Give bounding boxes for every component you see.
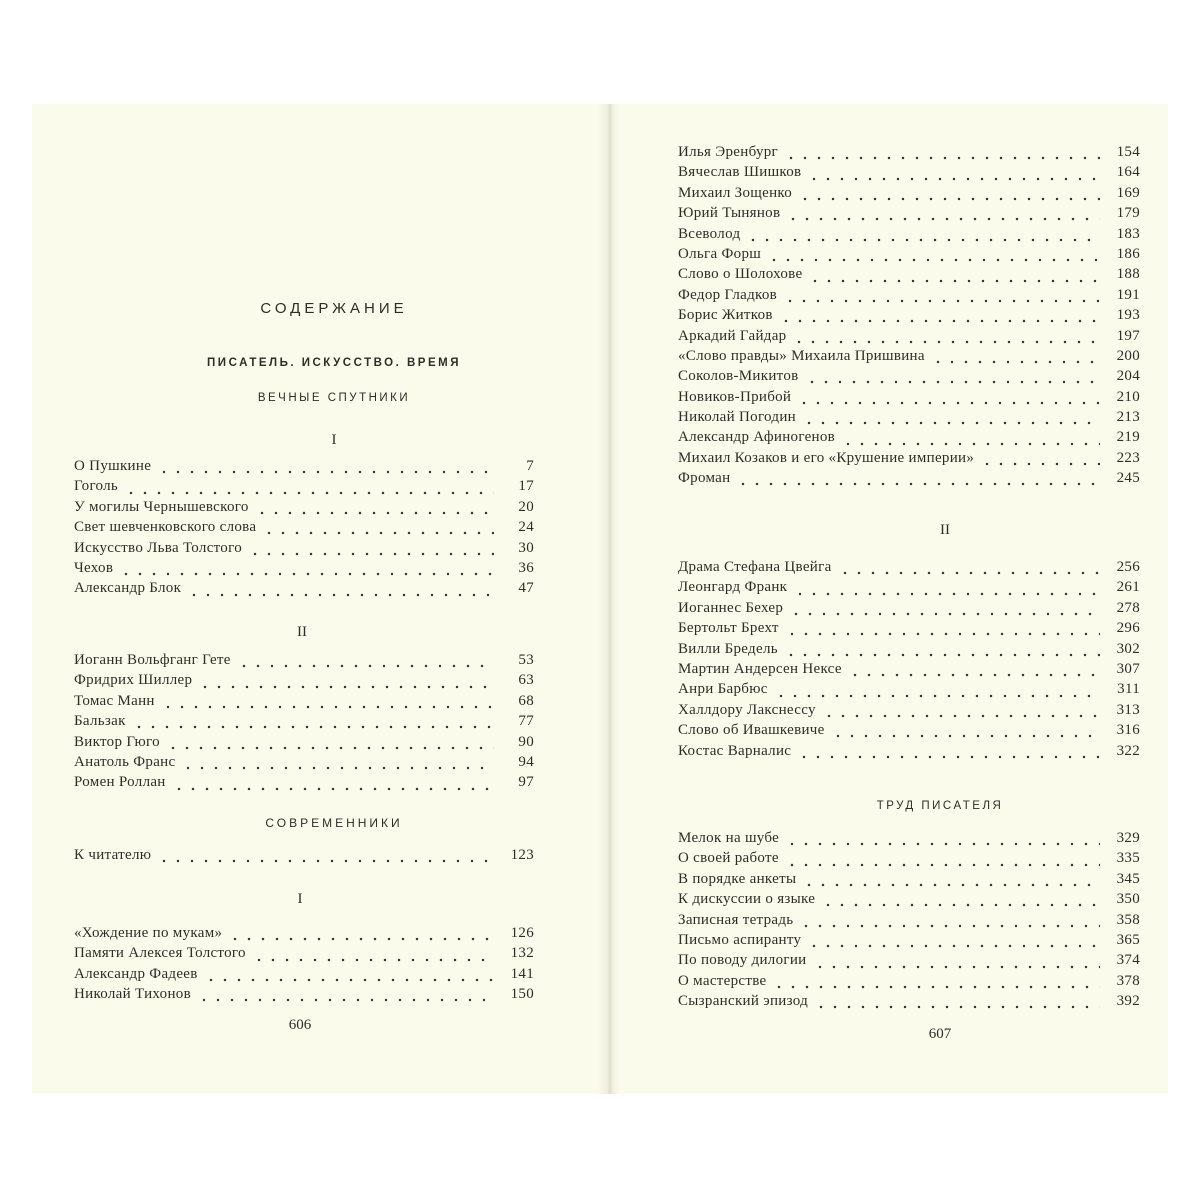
section-title-sovremenniki: СОВРЕМЕННИКИ [265, 816, 403, 830]
dot-leader [784, 153, 1100, 161]
toc-entry [678, 470, 1140, 490]
toc-entry-page: 150 [510, 986, 534, 1003]
toc-entry [74, 519, 534, 539]
toc-entry-page: 193 [1116, 307, 1140, 324]
toc-entry-page: 307 [1116, 660, 1140, 677]
toc-entry-page: 261 [1116, 579, 1140, 596]
toc-entry [678, 579, 1140, 599]
toc-entry-title: Мелок на шубе [678, 830, 780, 846]
toc-entry [74, 580, 534, 600]
page-number: 607 [928, 1026, 952, 1042]
toc-entry [678, 328, 1140, 348]
toc-entry-title: Юрий Тынянов [678, 205, 781, 222]
toc-entry-title: «Слово правды» Михаила Пришвина [678, 347, 925, 364]
toc-entry [678, 266, 1140, 286]
toc-entry-page: 36 [518, 559, 534, 576]
dot-leader [187, 590, 494, 598]
toc-entry-title: О Пушкине [74, 458, 152, 474]
toc-entry-page: 350 [1116, 891, 1140, 908]
toc-entry [678, 641, 1140, 661]
dot-leader [814, 1002, 1100, 1010]
dot-leader [797, 752, 1100, 760]
right-page [620, 104, 1168, 1094]
toc-entry-page: 278 [1116, 599, 1140, 616]
toc-entry-title: Анатоль Франс [74, 753, 176, 770]
dot-leader [252, 955, 494, 963]
dot-leader [736, 479, 1100, 487]
dot-leader [841, 439, 1100, 447]
toc-entry-page: 68 [518, 692, 534, 709]
toc-entry-page: 335 [1116, 850, 1140, 867]
dot-leader [786, 214, 1100, 222]
dot-leader [248, 549, 494, 557]
toc-entry-title: Фридрих Шиллер [74, 672, 193, 689]
dot-leader [798, 194, 1100, 202]
dot-leader [779, 316, 1100, 324]
contents-title: СОДЕРЖАНИЕ [260, 300, 408, 317]
toc-entry-title: Костас Варналис [678, 742, 792, 759]
toc-entry-page: 24 [518, 519, 534, 536]
dot-leader [228, 934, 494, 942]
toc-entry-title: Слово об Ивашкевиче [678, 722, 825, 739]
toc-entry-title: Александр Блок [74, 580, 182, 597]
toc-entry-title: Томас Манн [74, 692, 155, 709]
dot-leader [822, 711, 1100, 719]
toc-entry [74, 478, 534, 498]
toc-entry-page: 316 [1116, 722, 1140, 739]
toc-entry-title: Николай Тихонов [74, 986, 191, 1003]
toc-entry [74, 847, 534, 867]
dot-leader [785, 629, 1100, 637]
toc-entry-title: Новиков-Прибой [678, 388, 792, 405]
toc-entry [678, 226, 1140, 246]
dot-leader [157, 467, 494, 475]
toc-group [678, 559, 1140, 763]
toc-entry-title: К дискуссии о языке [678, 891, 816, 908]
dot-leader [799, 921, 1100, 929]
section-numeral: II [297, 624, 307, 640]
toc-entry-page: 329 [1116, 830, 1140, 846]
toc-entry [678, 871, 1140, 891]
dot-leader [204, 975, 494, 983]
toc-entry-title: Анри Барбюс [678, 681, 768, 698]
dot-leader [793, 589, 1100, 597]
toc-entry [74, 945, 534, 965]
toc-entry-title: Виктор Гюго [74, 733, 160, 750]
toc-entry-title: Вячеслав Шишков [678, 164, 802, 181]
dot-leader [789, 609, 1100, 617]
dot-leader [767, 255, 1100, 263]
page-number: 606 [288, 1017, 312, 1033]
dot-leader [172, 784, 494, 792]
toc-entry-title: Александр Фадеев [74, 965, 198, 982]
toc-entry-page: 358 [1116, 911, 1140, 928]
toc-group [74, 458, 534, 601]
dot-leader [157, 856, 494, 864]
toc-group [678, 830, 1140, 1014]
toc-entry-title: Фроман [678, 470, 731, 487]
dot-leader [124, 488, 494, 496]
toc-entry [74, 672, 534, 692]
toc-entry [678, 144, 1140, 164]
toc-entry [74, 966, 534, 986]
toc-entry-page: 296 [1116, 620, 1140, 637]
toc-entry-page: 345 [1116, 870, 1140, 887]
toc-entry [74, 693, 534, 713]
part-title: ПИСАТЕЛЬ. ИСКУССТВО. ВРЕМЯ [207, 357, 461, 369]
dot-leader [792, 337, 1100, 345]
toc-entry-title: Илья Эренбург [678, 144, 779, 160]
toc-entry [678, 620, 1140, 640]
toc-entry [74, 986, 534, 1006]
dot-leader [931, 357, 1100, 365]
toc-entry-page: 223 [1116, 449, 1140, 466]
dot-leader [166, 743, 494, 751]
section-numeral: I [331, 432, 337, 448]
toc-entry-page: 213 [1116, 409, 1140, 426]
toc-entry-title: Сызранский эпизод [678, 993, 809, 1010]
toc-entry [678, 368, 1140, 388]
section-numeral: I [297, 891, 303, 907]
dot-leader [838, 568, 1100, 576]
toc-group [74, 652, 534, 795]
dot-leader [772, 982, 1100, 990]
toc-entry [74, 774, 534, 794]
toc-entry-title: В порядке анкеты [678, 870, 797, 887]
toc-entry-page: 374 [1116, 952, 1140, 969]
toc-entry-title: Аркадий Гайдар [678, 327, 787, 344]
toc-entry-title: Слово о Шолохове [678, 266, 803, 283]
dot-leader [237, 661, 494, 669]
toc-entry [74, 458, 534, 478]
toc-entry-title: Драма Стефана Цвейга [678, 559, 832, 575]
toc-entry-page: 188 [1116, 266, 1140, 283]
toc-entry-page: 191 [1116, 286, 1140, 303]
toc-entry-page: 210 [1116, 388, 1140, 405]
toc-entry-title: Николай Погодин [678, 409, 796, 426]
toc-entry [678, 429, 1140, 449]
toc-entry-page: 97 [518, 774, 534, 791]
toc-entry-page: 30 [518, 539, 534, 556]
toc-entry-page: 17 [518, 478, 534, 495]
toc-entry-title: Леонгард Франк [678, 579, 788, 596]
toc-entry-title: Вилли Бредель [678, 640, 778, 657]
toc-group [74, 847, 534, 867]
toc-entry [678, 307, 1140, 327]
dot-leader [821, 900, 1100, 908]
toc-entry-title: К читателю [74, 847, 152, 863]
toc-entry-page: 365 [1116, 931, 1140, 948]
toc-entry-title: Гоголь [74, 478, 119, 495]
dot-leader [783, 296, 1100, 304]
toc-entry-title: Иоганн Вольфганг Гете [74, 652, 231, 668]
toc-entry [678, 912, 1140, 932]
toc-entry-title: Соколов-Микитов [678, 368, 799, 385]
toc-entry [678, 932, 1140, 952]
toc-entry-page: 197 [1116, 327, 1140, 344]
toc-group [74, 925, 534, 1007]
toc-group [678, 144, 1140, 491]
dot-leader [119, 569, 494, 577]
toc-entry [678, 830, 1140, 850]
dot-leader [784, 650, 1100, 658]
toc-entry-title: Михаил Зощенко [678, 184, 793, 201]
toc-entry [678, 661, 1140, 681]
toc-entry [678, 205, 1140, 225]
toc-entry [678, 891, 1140, 911]
toc-entry-title: Ромен Роллан [74, 774, 166, 791]
toc-entry-title: По поводу дилогии [678, 952, 807, 969]
dot-leader [980, 459, 1100, 467]
toc-entry-title: «Хождение по мукам» [74, 925, 223, 941]
section-title-trud: ТРУД ПИСАТЕЛЯ [876, 800, 1004, 812]
toc-entry-title: Записная тетрадь [678, 911, 794, 928]
toc-entry-title: О мастерстве [678, 972, 767, 989]
book-gutter [598, 104, 620, 1094]
toc-entry-title: У могилы Чернышевского [74, 498, 249, 515]
toc-entry [74, 499, 534, 519]
toc-entry [678, 600, 1140, 620]
toc-entry [74, 713, 534, 733]
toc-entry [678, 287, 1140, 307]
toc-entry-title: Письмо аспиранту [678, 931, 802, 948]
dot-leader [132, 722, 494, 730]
dot-leader [262, 528, 494, 536]
toc-entry-title: Бертольт Брехт [678, 620, 779, 637]
toc-entry-page: 94 [518, 753, 534, 770]
dot-leader [831, 731, 1100, 739]
toc-entry-page: 313 [1116, 701, 1140, 718]
toc-entry-page: 154 [1116, 144, 1140, 160]
toc-entry-page: 20 [518, 498, 534, 515]
dot-leader [802, 880, 1100, 888]
dot-leader [808, 276, 1100, 284]
toc-entry-page: 63 [518, 672, 534, 689]
toc-entry-page: 186 [1116, 245, 1140, 262]
toc-entry-page: 132 [510, 945, 534, 962]
toc-entry-page: 164 [1116, 164, 1140, 181]
section-numeral: II [940, 522, 950, 538]
toc-entry [678, 559, 1140, 579]
toc-entry [678, 450, 1140, 470]
toc-entry [678, 743, 1140, 763]
dot-leader [161, 702, 494, 710]
toc-entry-title: Искусство Льва Толстого [74, 539, 242, 556]
toc-entry-title: Бальзак [74, 713, 126, 730]
toc-entry-page: 378 [1116, 972, 1140, 989]
book-spread [32, 104, 1168, 1094]
toc-entry-page: 311 [1117, 681, 1140, 698]
toc-entry-title: О своей работе [678, 850, 779, 867]
toc-entry-page: 123 [510, 847, 534, 863]
toc-entry [678, 246, 1140, 266]
toc-entry-page: 322 [1116, 742, 1140, 759]
dot-leader [813, 962, 1101, 970]
dot-leader [255, 508, 494, 516]
toc-entry [678, 185, 1140, 205]
toc-entry-page: 53 [518, 652, 534, 668]
toc-entry [678, 348, 1140, 368]
toc-entry [678, 850, 1140, 870]
dot-leader [197, 995, 494, 1003]
toc-entry [678, 993, 1140, 1013]
left-page [32, 104, 598, 1094]
toc-entry [678, 973, 1140, 993]
dot-leader [746, 235, 1100, 243]
toc-entry-title: Ольга Форш [678, 245, 762, 262]
toc-entry [678, 952, 1140, 972]
toc-entry-page: 47 [518, 580, 534, 597]
toc-entry [678, 722, 1140, 742]
toc-entry-page: 256 [1116, 559, 1140, 575]
toc-entry-page: 200 [1116, 347, 1140, 364]
toc-entry-page: 90 [518, 733, 534, 750]
toc-entry [74, 560, 534, 580]
toc-entry-page: 392 [1116, 993, 1140, 1010]
toc-entry-page: 183 [1116, 225, 1140, 242]
toc-entry-title: Всеволод [678, 225, 741, 242]
toc-entry-page: 302 [1116, 640, 1140, 657]
toc-entry-title: Федор Гладков [678, 286, 778, 303]
toc-entry-title: Александр Афиногенов [678, 429, 836, 446]
toc-entry [678, 389, 1140, 409]
toc-entry-page: 141 [510, 965, 534, 982]
toc-entry-title: Памяти Алексея Толстого [74, 945, 246, 962]
toc-entry [678, 702, 1140, 722]
dot-leader [774, 691, 1100, 699]
toc-entry-page: 77 [518, 713, 534, 730]
dot-leader [807, 174, 1100, 182]
dot-leader [802, 418, 1100, 426]
toc-entry [74, 925, 534, 945]
toc-entry-page: 219 [1116, 429, 1140, 446]
toc-entry [74, 734, 534, 754]
dot-leader [848, 670, 1100, 678]
dot-leader [181, 763, 494, 771]
toc-entry-title: Свет шевченковского слова [74, 519, 257, 536]
toc-entry-page: 169 [1116, 184, 1140, 201]
toc-entry [74, 754, 534, 774]
dot-leader [785, 839, 1100, 847]
toc-entry-title: Борис Житков [678, 307, 773, 324]
toc-entry-title: Мартин Андерсен Нексе [678, 660, 842, 677]
toc-entry [74, 652, 534, 672]
toc-entry [678, 164, 1140, 184]
dot-leader [807, 941, 1100, 949]
toc-entry-page: 126 [510, 925, 534, 941]
toc-entry [678, 409, 1140, 429]
toc-entry [678, 681, 1140, 701]
dot-leader [785, 860, 1100, 868]
toc-entry-title: Халлдору Лакснессу [678, 701, 816, 718]
section-title-vechnye: ВЕЧНЫЕ СПУТНИКИ [257, 392, 411, 404]
dot-leader [805, 377, 1100, 385]
toc-entry-page: 245 [1116, 470, 1140, 487]
toc-entry-title: Чехов [74, 559, 114, 576]
toc-entry-page: 7 [526, 458, 534, 474]
toc-entry [74, 540, 534, 560]
toc-entry-title: Иоганнес Бехер [678, 599, 784, 616]
dot-leader [797, 398, 1100, 406]
toc-entry-page: 204 [1116, 368, 1140, 385]
toc-entry-title: Михаил Козаков и его «Крушение империи» [678, 449, 975, 466]
toc-entry-page: 179 [1116, 205, 1140, 222]
dot-leader [198, 682, 494, 690]
